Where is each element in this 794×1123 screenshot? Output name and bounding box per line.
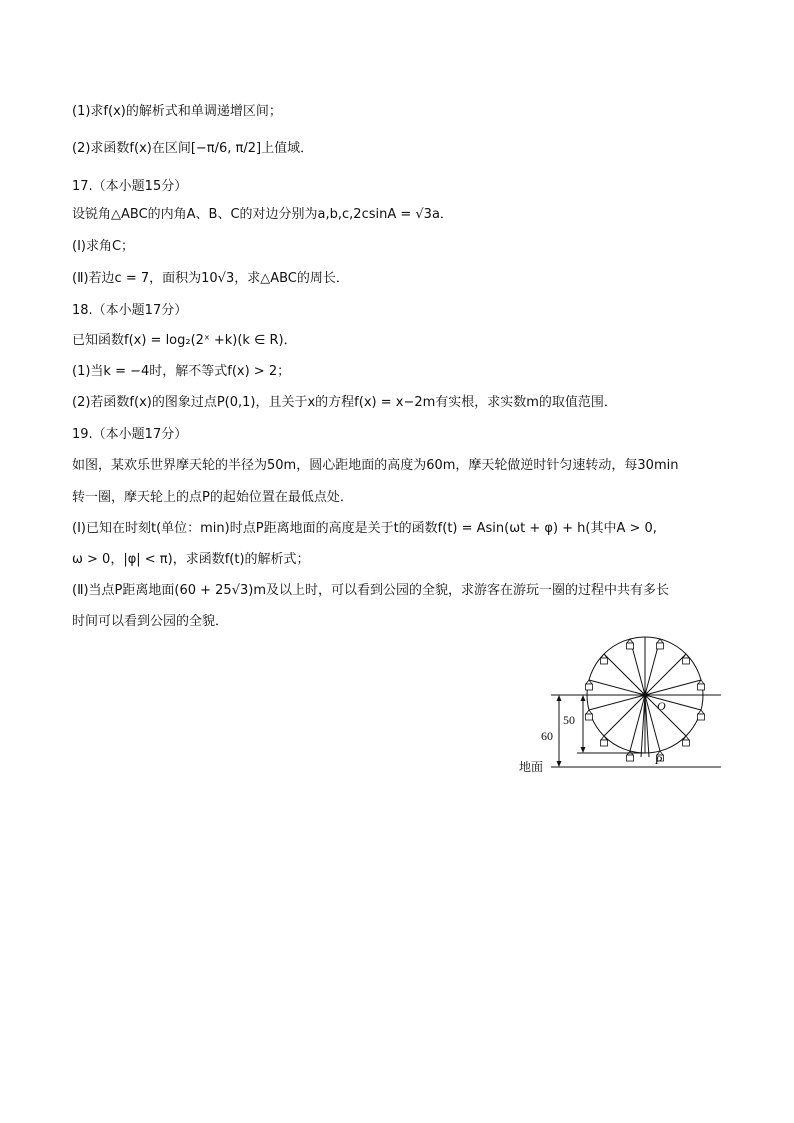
spoke [645,654,686,695]
cabin [698,680,705,690]
arrow-50-bottom [581,747,586,753]
label-ground: 地面 [519,760,544,774]
spoke [645,680,701,695]
spoke [589,695,645,710]
cabin [600,654,607,664]
q19-header: 19.（本小题17分） [72,427,188,442]
q16-part2: (2)求函数f(x)在区间[−π/6, π/2]上值域． [72,141,314,156]
q17-part2: (Ⅱ)若边c = 7，面积为10√3，求△ABC的周长． [72,271,349,286]
spoke [604,654,645,695]
q19-part1-line1: (Ⅰ)已知在时刻t(单位：min)时点P距离地面的高度是关于t的函数f(t) = Asin(ωt + φ) + h(其中A > 0, [72,521,657,536]
spoke [589,680,645,695]
q18-part2: (2)若函数f(x)的图象过点P(0,1)，且关于x的方程f(x) = x−2m有实根，求实数m的取值范围． [72,395,617,410]
cabin [657,639,664,649]
label-center-O: O [657,699,666,713]
q19-part1-line2: ω > 0，|φ| < π)，求函数f(t)的解析式； [72,552,310,567]
q17-header: 17.（本小题15分） [72,179,188,194]
cabin [600,736,607,746]
arrow-60-bottom [557,761,562,767]
cabin [585,680,592,690]
q19-stem-line2: 转一圈，摩天轮上的点P的起始位置在最低点处． [72,490,353,505]
q17-stem: 设锐角△ABC的内角A、B、C的对边分别为a,b,c,2csinA = √3a． [72,207,453,222]
q17-part1: (Ⅰ)求角C； [72,239,135,254]
q18-part1: (1)当k = −4时，解不等式f(x) > 2； [72,364,291,379]
q18-stem: 已知函数f(x) = log₂(2ˣ +k)(k ∈ R)． [72,333,297,348]
cabin [683,654,690,664]
spoke [604,695,645,736]
q18-header: 18.（本小题17分） [72,303,188,318]
arrow-50-top [581,695,586,701]
spoke [645,695,701,710]
q19-part2-line1: (Ⅱ)当点P距离地面(60 + 25√3)m及以上时，可以看到公园的全貌，求游客在游玩一圈的过程中共有多长 [72,583,669,598]
cabin [683,736,690,746]
arrow-60-top [557,695,562,701]
q19-stem-line1: 如图，某欢乐世界摩天轮的半径为50m，圆心距地面的高度为60m，摩天轮做逆时针匀速转动，每30min [72,458,679,473]
label-50: 50 [563,713,575,727]
label-60: 60 [541,729,553,743]
label-point-P: P [655,753,663,767]
cabin [698,710,705,720]
q16-part1: (1)求f(x)的解析式和单调递增区间； [72,104,282,119]
cabin [626,639,633,649]
ferris-wheel-figure [515,632,725,782]
cabin [585,710,592,720]
q19-part2-line2: 时间可以看到公园的全貌． [72,614,229,629]
